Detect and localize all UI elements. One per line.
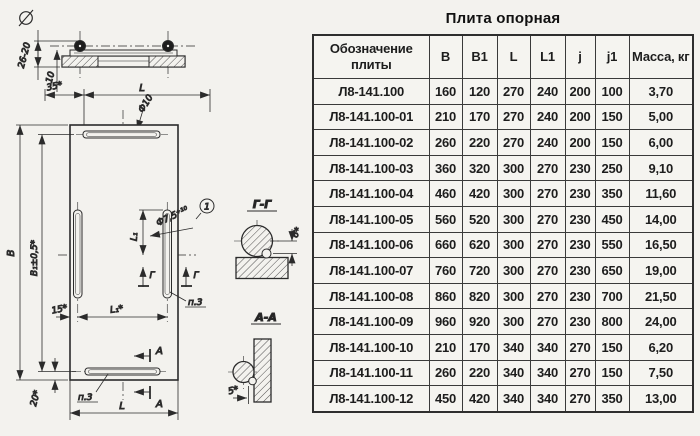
cell-designation: Л8-141.100-02 [313,130,429,156]
cell-designation: Л8-141.100-11 [313,360,429,386]
cell-l1: 240 [530,130,565,156]
cell-b1: 420 [462,181,497,207]
cell-j1: 150 [595,360,629,386]
cell-mass: 6,20 [629,334,693,360]
cell-j1: 100 [595,79,629,105]
cell-j1: 150 [595,334,629,360]
cell-l1: 270 [530,206,565,232]
cell-designation: Л8-141.100-06 [313,232,429,258]
cell-j1: 550 [595,232,629,258]
cell-j: 270 [565,334,595,360]
cell-mass: 21,50 [629,283,693,309]
cell-l1: 340 [530,334,565,360]
dim-b-label: B [6,249,17,257]
cell-b: 760 [429,258,462,284]
table-row [313,155,693,181]
cell-b: 860 [429,283,462,309]
cell-mass: 14,00 [629,206,693,232]
plate-outline [70,125,178,380]
cell-b1: 320 [462,155,497,181]
cell-mass: 9,10 [629,155,693,181]
section-aa-title: А-А [255,311,277,324]
dim-b1-label: B₁±0,5* [30,239,40,277]
cell-l: 270 [497,79,530,105]
cell-l: 340 [497,360,530,386]
cell-designation: Л8-141.100-03 [313,155,429,181]
dim-10-label: 10 [44,70,58,85]
table-row [313,309,693,335]
cell-j1: 800 [595,309,629,335]
cell-b: 450 [429,386,462,412]
dim-35-label: 35* [45,80,64,94]
gg-base [236,258,288,279]
cell-b: 260 [429,130,462,156]
cell-j1: 150 [595,130,629,156]
cell-b1: 820 [462,283,497,309]
cell-mass: 19,00 [629,258,693,284]
dim-26-20-label: 26-20 [16,41,34,70]
mark-g-left-label: Г [149,271,155,281]
cell-designation: Л8-141.100-04 [313,181,429,207]
cell-mass: 11,60 [629,181,693,207]
cell-j1: 250 [595,155,629,181]
cell-designation: Л8-141.100 [313,79,429,105]
cell-designation: Л8-141.100-07 [313,258,429,284]
cell-b1: 220 [462,130,497,156]
p3-right-label: п.3 [188,298,203,308]
cell-j: 230 [565,258,595,284]
section-gg-title: Г-Г [252,198,272,211]
table-row [313,206,693,232]
cell-j: 230 [565,283,595,309]
cell-l1: 270 [530,258,565,284]
aa-pin [249,377,257,385]
cell-l: 270 [497,130,530,156]
col-header-j: j [565,35,595,79]
cell-l1: 240 [530,79,565,105]
table-row [313,334,693,360]
cell-j: 200 [565,104,595,130]
cell-b: 960 [429,309,462,335]
col-header-mass: Масса, кг [629,35,693,79]
cell-b: 210 [429,104,462,130]
cell-j: 200 [565,79,595,105]
cell-j: 270 [565,360,595,386]
cell-j: 230 [565,155,595,181]
cell-l1: 270 [530,181,565,207]
cell-j1: 350 [595,181,629,207]
cell-j1: 650 [595,258,629,284]
cell-b: 660 [429,232,462,258]
cell-l: 300 [497,309,530,335]
dim-l-top-label: L [139,83,145,94]
section-gg [234,198,304,279]
cell-b1: 920 [462,309,497,335]
cell-l: 340 [497,386,530,412]
cell-b: 160 [429,79,462,105]
cell-mass: 16,50 [629,232,693,258]
balloon-1-label: 1 [204,202,210,213]
cell-l: 300 [497,283,530,309]
cell-j1: 350 [595,386,629,412]
cell-b1: 220 [462,360,497,386]
cell-l1: 270 [530,155,565,181]
cell-mass: 7,50 [629,360,693,386]
cell-mass: 3,70 [629,79,693,105]
cell-b1: 420 [462,386,497,412]
cell-l: 270 [497,104,530,130]
cell-b1: 520 [462,206,497,232]
cell-designation: Л8-141.100-09 [313,309,429,335]
section-aa [227,311,281,404]
cell-mass: 5,00 [629,104,693,130]
page-title: Плита опорная [445,10,561,27]
col-header-j1: j1 [595,35,629,79]
side-view [17,30,210,131]
cell-designation: Л8-141.100-12 [313,386,429,412]
cell-b1: 170 [462,334,497,360]
dim-l-bottom-label: L [119,401,125,412]
cell-b: 460 [429,181,462,207]
cell-b1: 120 [462,79,497,105]
cell-l: 300 [497,181,530,207]
bottom-slot [85,368,160,375]
phi75-label: Ф7,5⁺¹⁰ [155,205,191,229]
cell-mass: 24,00 [629,309,693,335]
left-slot [74,210,83,298]
cell-l1: 240 [530,104,565,130]
col-header-l: L [497,35,530,79]
dim-l1-star-label: L₁* [109,304,124,316]
table-header-row [313,35,693,79]
cell-l1: 340 [530,360,565,386]
cell-l1: 270 [530,283,565,309]
cell-j: 230 [565,206,595,232]
cell-b1: 720 [462,258,497,284]
table-row [313,386,693,412]
cell-b: 560 [429,206,462,232]
cell-l: 300 [497,232,530,258]
mark-g-right-label: Г [193,271,199,281]
cell-b1: 170 [462,104,497,130]
cell-mass: 6,00 [629,130,693,156]
top-slot [83,131,160,138]
table-row [313,258,693,284]
cell-b: 260 [429,360,462,386]
table-row [313,232,693,258]
col-header-b: B [429,35,462,79]
table-row [313,360,693,386]
cell-l: 300 [497,155,530,181]
cell-b: 210 [429,334,462,360]
technical-drawing [0,0,310,436]
cell-j: 230 [565,181,595,207]
aa-plate [254,339,271,402]
cell-designation: Л8-141.100-01 [313,104,429,130]
cell-j: 270 [565,386,595,412]
plate-dimensions-table [312,34,694,413]
mark-a-bottom-label: А [156,399,163,410]
plan-view [6,110,214,420]
cell-designation: Л8-141.100-08 [313,283,429,309]
cell-l: 340 [497,334,530,360]
phi10-label: Ф10 [136,93,156,115]
cell-designation: Л8-141.100-10 [313,334,429,360]
cell-l: 300 [497,206,530,232]
table-row [313,79,693,105]
cell-b: 360 [429,155,462,181]
gg-pin [262,249,271,258]
dim-15-label: 15* [50,303,69,317]
p3-bottom-label: п.3 [78,393,93,403]
dim-l1-label: L₁ [129,232,141,242]
cell-j: 230 [565,232,595,258]
cell-l1: 270 [530,232,565,258]
cell-mass: 13,00 [629,386,693,412]
cell-j1: 700 [595,283,629,309]
table-row [313,130,693,156]
table-row [313,104,693,130]
cell-j: 230 [565,309,595,335]
cell-l: 300 [497,258,530,284]
roughness-symbol-icon [19,10,33,26]
dim-6-label: 6* [290,226,305,240]
dim-5-label: 5* [227,384,240,398]
table-row [313,283,693,309]
cell-j1: 150 [595,104,629,130]
cell-j1: 450 [595,206,629,232]
cell-designation: Л8-141.100-05 [313,206,429,232]
col-header-b1: B1 [462,35,497,79]
table-body [313,79,693,412]
table-panel [312,6,694,413]
cell-j: 200 [565,130,595,156]
col-header-designation: Обозначение плиты [313,35,429,79]
mark-a-top-label: А [156,346,163,357]
cell-l1: 270 [530,309,565,335]
col-header-l1: L1 [530,35,565,79]
table-row [313,181,693,207]
cell-l1: 340 [530,386,565,412]
dim-20-label: 20* [29,389,43,408]
cell-b1: 620 [462,232,497,258]
